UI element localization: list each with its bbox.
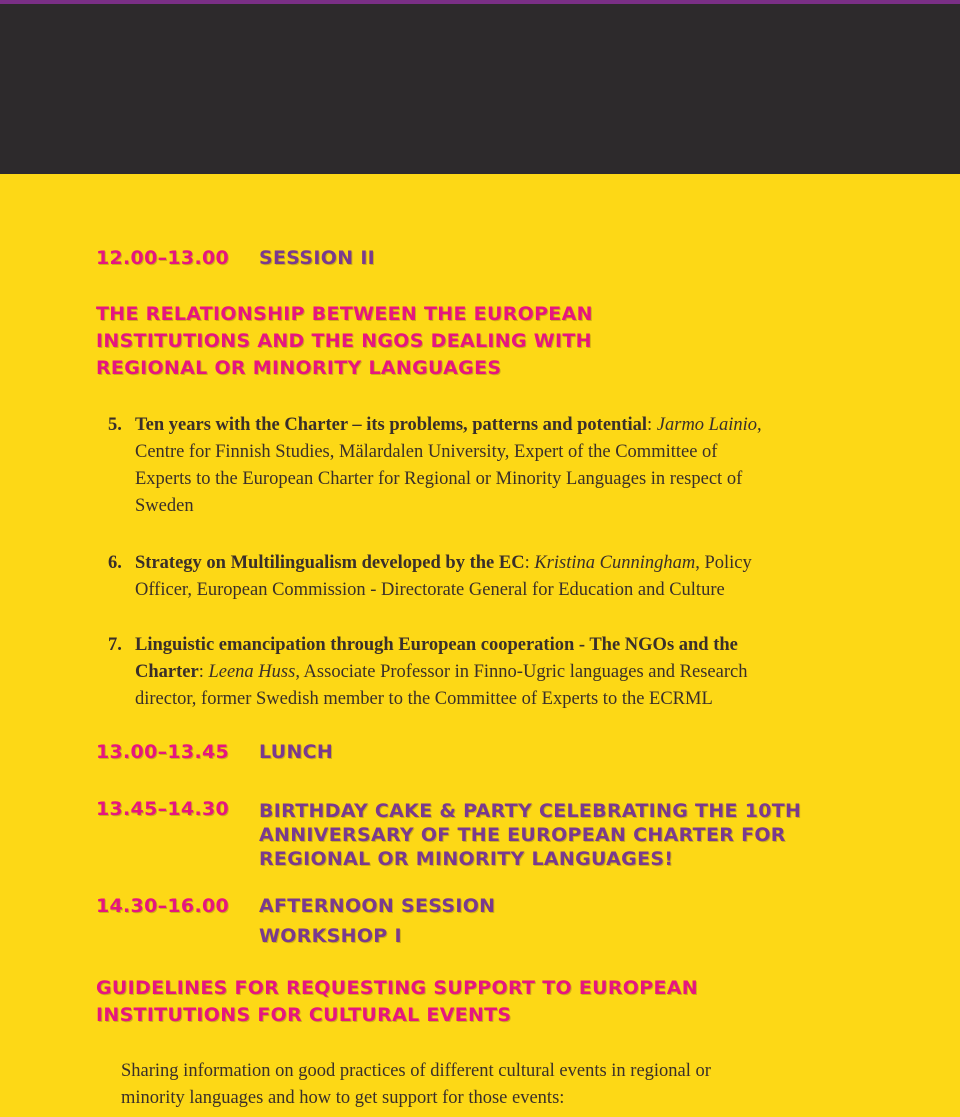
workshop-title-line: INSTITUTIONS FOR CULTURAL EVENTS (96, 1004, 512, 1026)
agenda-item-6: 6. Strategy on Multilingualism developed by the EC: Kristina Cunningham, Policy Officer, European Commission - Directorate General for Education and Culture (108, 550, 848, 606)
item-detail: , Associate Professor in Finno-Ugric languages and Research (295, 662, 748, 682)
party-title-line: ANNIVERSARY OF THE EUROPEAN CHARTER FOR (259, 824, 786, 846)
item-title-cont: Charter (135, 662, 199, 682)
workshop-title-line: GUIDELINES FOR REQUESTING SUPPORT TO EUROPEAN (96, 977, 698, 999)
workshop-label: WORKSHOP I (259, 925, 402, 947)
item-detail-line: Centre for Finnish Studies, Mälardalen University, Expert of the Committee of (135, 442, 718, 462)
item-speaker: Jarmo Lainio (656, 415, 757, 435)
description-line: Sharing information on good practices of different cultural events in regional or (121, 1061, 711, 1081)
workshop-description (121, 1058, 881, 1114)
item-speaker: Kristina Cunningham (534, 553, 696, 573)
afternoon-label: AFTERNOON SESSION (259, 895, 496, 917)
item-number: 6. (108, 553, 122, 573)
session-ii-title (96, 301, 593, 382)
item-title: Strategy on Multilingualism developed by the EC (135, 553, 525, 573)
party-title-line: REGIONAL OR MINORITY LANGUAGES! (259, 848, 674, 870)
party-time: 13.45–14.30 (96, 798, 229, 820)
session-ii-title-line: INSTITUTIONS AND THE NGOS DEALING WITH (96, 330, 592, 352)
item-detail-line: Experts to the European Charter for Regional or Minority Languages in respect of (135, 469, 743, 489)
item-detail-line: Officer, European Commission - Directorate General for Education and Culture (135, 580, 725, 600)
agenda-item-5: 5. Ten years with the Charter – its problems, patterns and potential: Jarmo Lainio, Centre for Finnish Studies, Mälardalen University, Expert of the Committee of Experts to the European Charter for Regional or Minority Languages in respect of Sweden (108, 412, 848, 522)
session-ii-title-line: REGIONAL OR MINORITY LANGUAGES (96, 357, 502, 379)
item-title: Ten years with the Charter – its problems, patterns and potential (135, 415, 648, 435)
item-detail-line: director, former Swedish member to the Committee of Experts to the ECRML (135, 689, 713, 709)
item-title: Linguistic emancipation through European cooperation - The NGOs and the (135, 635, 738, 655)
agenda-item-7: 7. Linguistic emancipation through European cooperation - The NGOs and the Charter: Leena Huss, Associate Professor in Finno-Ugric languages and Research director, former Swedish member to the Committee of Experts to the ECRML (108, 632, 848, 716)
item-number: 5. (108, 415, 122, 435)
session-ii-label: SESSION II (259, 247, 376, 269)
item-detail-line: Sweden (135, 496, 194, 516)
item-speaker: Leena Huss (208, 662, 296, 682)
description-line: minority languages and how to get support for those events: (121, 1088, 565, 1108)
party-title (259, 799, 801, 871)
header-band (0, 4, 960, 174)
lunch-time: 13.00–13.45 (96, 741, 229, 763)
item-detail: , Policy (695, 553, 752, 573)
session-ii-title-line: THE RELATIONSHIP BETWEEN THE EUROPEAN (96, 303, 593, 325)
party-title-line: BIRTHDAY CAKE & PARTY CELEBRATING THE 10TH (259, 800, 802, 822)
afternoon-time: 14.30–16.00 (96, 895, 229, 917)
lunch-label: LUNCH (259, 741, 334, 763)
session-ii-time: 12.00–13.00 (96, 247, 229, 269)
workshop-title (96, 975, 698, 1029)
item-number: 7. (108, 635, 122, 655)
